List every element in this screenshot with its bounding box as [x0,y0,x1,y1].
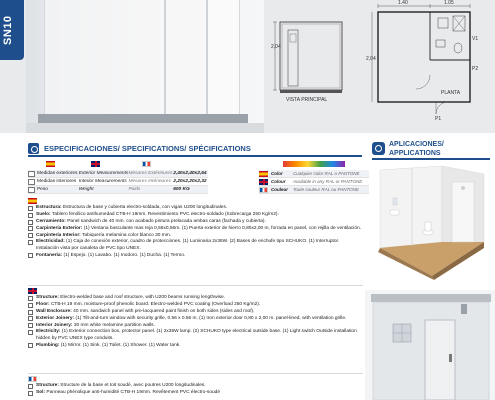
spec-item [28,212,363,218]
checkbox [28,296,33,301]
plan-view [366,0,478,122]
spec-key: Electricidad: [36,239,65,245]
cell-en: Weight [78,187,94,192]
cell-fr: Poids [128,187,141,192]
spec-key: Wall Enclosure: [36,308,72,314]
spec-item [28,323,363,329]
checkbox [28,310,33,315]
photo-base [38,114,248,123]
color-value: Toute couleur RAL ou PANTONE [293,187,359,192]
checkbox [28,206,33,211]
spec-key: Structure: [36,383,59,388]
spec-item [28,239,363,252]
cell-value: 2,20x2,20x2,32 [173,179,207,184]
checkbox [28,330,33,335]
spec-item [28,205,363,211]
spec-value: (1) Espejo. (1) Lavabo. (1) Inodoro. (1) Ducha. (1) Termo. [63,252,186,258]
plan-label-p2: P2 [472,66,479,72]
dim-top-1: 1.40 [398,0,408,6]
spec-item [28,309,363,315]
spec-key: Suelo: [36,211,51,217]
language-flags [46,161,286,169]
table-row [28,186,208,194]
photo-floor [26,123,264,133]
applications-title-line1: APLICACIONES/ [389,141,444,148]
color-row [259,186,369,194]
cell-es: Medidas interiores [36,179,77,184]
spanish-specs-block [28,197,363,260]
table-row [28,178,208,186]
specs-icon [28,143,39,154]
flag-spain-icon [46,161,55,167]
spec-item [28,219,363,225]
flag-france-icon [142,161,151,167]
spec-value: (1) Exterior connection box, protector panel. (1) 2x36W lamp. (2) SCHUKO type electrical outside base. (1) Light switch Outside installation hidden by PVC UNEX type conduits. [36,329,357,341]
cell-value: 600 KG [173,187,190,192]
spec-value: Estructura de base y cubierta electro-soldada, con vigas U200 longitudinales. [62,205,228,210]
spec-key: Estructura: [36,205,62,210]
flag-france-icon [259,187,268,193]
checkbox [28,343,33,348]
spec-value: Panel sandwich de 40 mm. con acabado pintura prelacada ambas caras (fachada y cubierta). [67,218,266,224]
spec-key: Floor: [36,301,50,307]
spec-key: Fontanería: [36,252,63,258]
spec-value: 40 mm. sandwich panel with pre-lacquered paint finish on both sides (sides and roof). [73,308,255,314]
plan-label-p1: P1 [435,116,442,122]
spec-key: Cerramiento: [36,218,66,224]
cabin-interior-photo [26,0,264,133]
spec-key: Interior Joinery: [36,322,73,328]
spec-key: Structure: [36,295,59,300]
checkbox [28,323,33,328]
spec-item [28,295,363,301]
color-value: Available in any RAL or PANTONE [293,179,363,184]
checkbox [28,391,33,396]
drawing-svg [270,0,495,133]
spec-item [28,390,363,396]
flag-uk-icon [28,288,37,294]
cell-value: 2,40x2,40x2,64 [173,171,207,176]
color-palette-swatch [283,161,345,167]
color-row [259,178,369,186]
spec-value: Structure de la base et toit soudé, avec poutres U200 longitudinales. [60,383,206,388]
spec-key: Exterior Joinery: [36,315,75,321]
dim-side-label: 2,04 [366,56,376,62]
dim-top-2: 1.05 [444,0,454,6]
cell-fr: Mesures Extérieures [128,171,173,176]
checkbox [28,171,35,177]
checkbox [28,213,33,218]
flag-uk-icon [91,161,100,167]
spec-item [28,343,363,349]
color-row [259,170,369,178]
color-label: Colour [271,179,286,184]
checkbox [28,253,33,258]
applications-title-line2: APPLICATIONS [389,149,441,157]
dim-height-label: 2,04 [271,44,281,50]
photo-wall [44,0,240,118]
cabin-exterior-photo [365,290,495,400]
spec-value: (1) Tilt-and-turn window with security grille, 0.56 x 0.56 m. (1) Iron exterior door 0,80 x 2,00 m. panel-lined, with ventilation grille. [75,315,347,321]
checkbox [28,179,35,185]
spec-key: Sol: [36,389,46,395]
measurements-table [28,170,208,194]
checkbox [28,384,33,389]
color-table [259,170,369,194]
view-plan-label: PLANTA [441,90,461,96]
specifications-header [28,141,362,157]
spec-key: Plumbing: [36,342,60,348]
spec-key: Electricity: [36,329,61,335]
divider [28,285,363,286]
flagline-fr [28,375,363,383]
checkbox [28,187,35,193]
spec-item [28,316,363,322]
header-band [0,0,495,133]
bathroom-render-image [372,164,490,282]
spec-value: Panneau phénolique anti-humidité CTB-H 19mm. Revêtement PVC électro-soudé [46,389,220,395]
spec-item [28,233,363,239]
spec-item [28,302,363,308]
spec-key: Carpintería Exterior: [36,225,83,231]
cell-en: Exterior Measurements [78,171,129,176]
camera-icon [372,142,385,155]
checkbox [28,240,33,245]
checkbox [28,226,33,231]
model-code: SN10 [2,15,14,45]
color-label: Color [271,171,283,176]
flagline-en [28,287,363,295]
checkbox [28,303,33,308]
spec-value: (1) Caja de conexión exterior, cuadro de protecciones. (1) Luminaria 2x36W. (2) Bases de enchufe tipo SCHUKO. (1) Interruptor. Instalación vista por canaleta de PVC tipo UNEX. [36,239,340,251]
flag-uk-icon [259,179,268,185]
checkbox [28,220,33,225]
cabin-exterior-svg [365,290,495,400]
spec-value: (1) Ventana basculante mas reja 0,56x0,56m. (1) Puerta exterior de hierro 0,80x2,00 m, forrada en panel, con rejilla de ventilación. [83,225,362,231]
cell-es: Medidas exteriores [36,171,78,176]
spec-item [28,253,363,259]
applications-title [389,141,444,158]
spec-item [28,383,363,389]
spec-value: Tablero fenólico antihumedad CTB-H 19mm. Revestimiento PVC electro-soldado (Sobrecarga 250 Kg/m2). [51,211,279,217]
specifications-title: ESPECIFICACIONES/ SPECIFICATIONS/ SPÉCIFICATIONS [44,144,251,153]
technical-drawing [270,0,495,133]
plan-label-v1: V1 [472,36,479,42]
cell-fr: Mesures Intérieures [128,179,171,184]
cell-es: Peso [36,187,48,192]
flagline-es [28,197,363,205]
flag-spain-icon [259,171,268,177]
checkbox [28,316,33,321]
flag-spain-icon [28,198,37,204]
color-value: Cualquier color RAL o PANTONE [293,171,360,176]
spec-value: 30 mm white melamine partition walls. [73,322,155,328]
french-specs-block [28,375,363,397]
photo-door [164,0,208,114]
spec-value: Tabiquería melamina color blanco 30 mm. [82,232,172,238]
spec-item [28,329,363,342]
table-row [28,170,208,178]
spec-value: CTB-H 19 mm. moisture-proof phenolic board. Electro-welded PVC coating (Overload 250 Kg/m2). [50,301,261,307]
flag-france-icon [28,376,37,382]
view-main-label: VISTA PRINCIPAL [286,97,328,103]
divider [28,373,363,374]
english-specs-block [28,287,363,350]
model-tab [0,0,24,60]
spec-value: Electro-welded base and roof structure, with U200 beams running lengthwise. [60,295,226,300]
cell-en: Interior Measurements [78,179,127,184]
checkbox [28,233,33,238]
bathroom-render-svg [372,164,490,282]
applications-header [372,140,490,160]
front-view [271,22,342,103]
spec-item [28,226,363,232]
spec-value: (1) Mirror. (1) Sink. (1) Toilet. (1) Shower. (1) Water tank. [60,342,181,348]
spec-key: Carpintería Interior: [36,232,81,238]
color-label: Couleur [271,187,289,192]
